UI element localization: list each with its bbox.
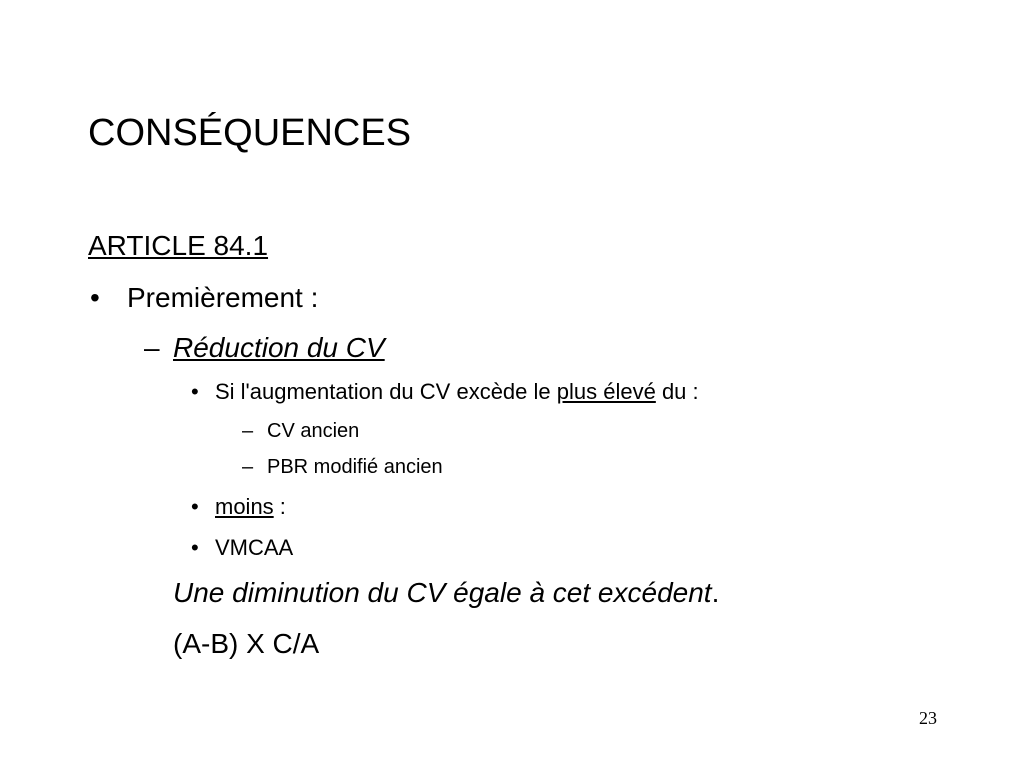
condition-text-before: Si l'augmentation du CV excède le	[215, 379, 557, 404]
conclusion-italic: Une diminution du CV égale à cet excédent	[173, 577, 712, 608]
bullet-icon: •	[191, 494, 199, 519]
bullet-icon: •	[191, 379, 199, 404]
condition-text	[215, 381, 699, 403]
vmcaa-text: VMCAA	[215, 535, 294, 560]
bullet-icon: •	[191, 535, 199, 560]
condition-text-after: du :	[655, 379, 699, 404]
bullet-text: Premièrement :	[127, 282, 319, 313]
slide-title: CONSÉQUENCES	[88, 112, 412, 154]
moins-emphasis: moins	[215, 494, 274, 519]
conclusion-end: .	[711, 577, 720, 608]
dash-icon: –	[242, 420, 254, 442]
dash-icon: –	[144, 332, 160, 363]
conclusion-line	[173, 579, 719, 607]
page-number: 23	[919, 708, 937, 728]
dash-text: Réduction du CV	[173, 332, 385, 363]
sub-item-text: CV ancien	[267, 420, 360, 442]
bullet-icon: •	[90, 282, 100, 313]
moins-after: :	[273, 494, 286, 519]
condition-emphasis: plus élevé	[556, 379, 656, 404]
article-heading: ARTICLE 84.1	[88, 230, 269, 261]
moins-text	[215, 496, 286, 518]
formula-line: (A-B) X C/A	[173, 628, 320, 659]
sub-item-text: PBR modifié ancien	[267, 456, 443, 478]
dash-icon: –	[242, 456, 254, 478]
